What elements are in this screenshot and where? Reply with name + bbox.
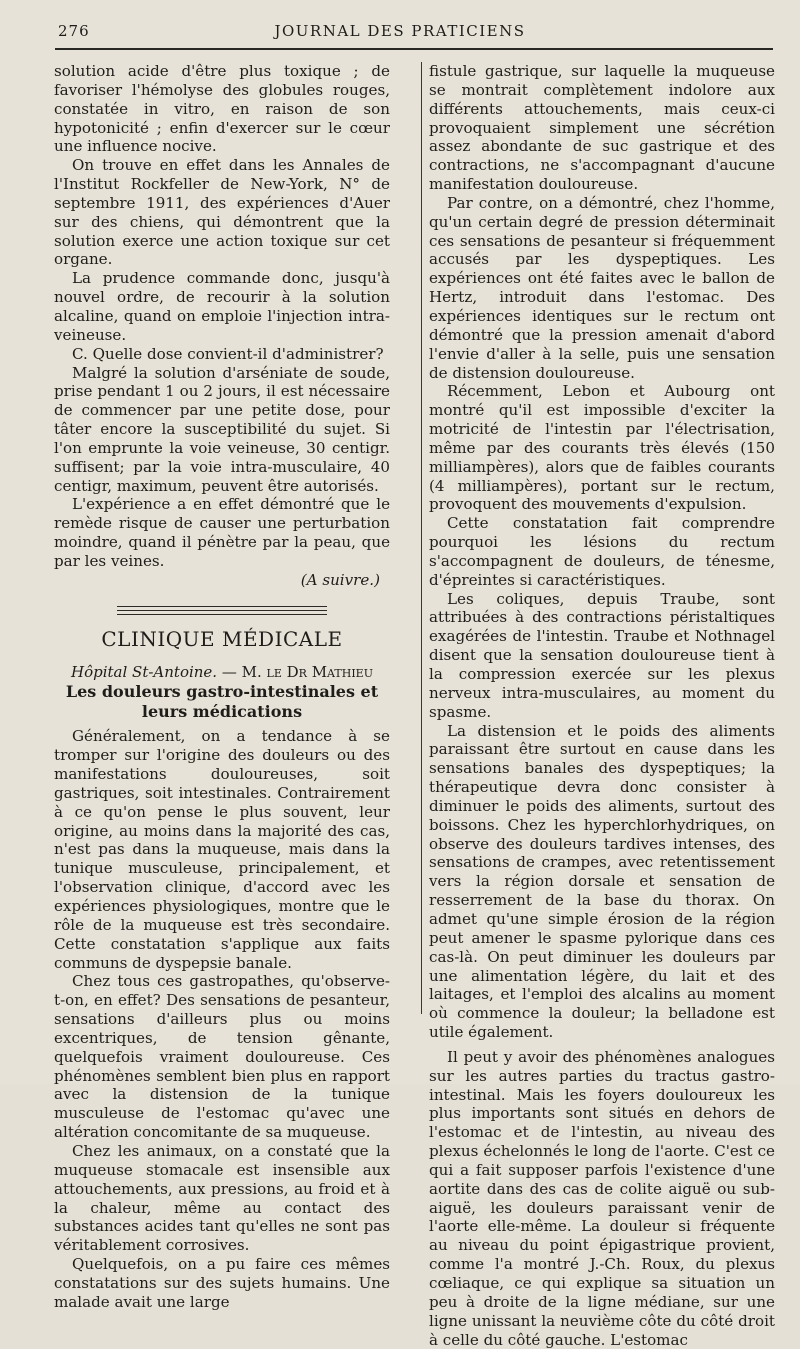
section-title: CLINIQUE MÉDICALE [101, 627, 343, 652]
to-be-continued: (A suivre.) [300, 570, 380, 589]
article-title: Les douleurs gastro-intestinales et leurs médications [65, 682, 379, 721]
paragraph: fistule gastrique, sur laquelle la muqueuse se montrait complètement indolore aux différents attouchements, mais ceux-ci provoquaient simplement une sécrétion assez abondante de suc gastrique et des contractions, ne s'accompagnant d'aucune manifestation douloureuse. [429, 62, 775, 194]
column-divider [421, 62, 422, 1014]
paragraph: Généralement, on a tendance à se tromper sur l'origine des douleurs ou des manifestations douloureuses, soit gastriques, soit intestinales. Contrairement à ce qu'on pense le plus souvent, leur origine, au moins dans la majorité des cas, n'est pas dans la muqueuse, mais dans la tunique musculeuse, principalement, et l'observation clinique, d'accord avec les expériences physiologiques, montre que le rôle de la muqueuse est très secondaire. Cette constatation s'applique aux faits communs de dyspepsie banale. [54, 727, 390, 972]
hospital-name: Hôpital St-Antoine. [71, 663, 218, 682]
paragraph: Il peut y avoir des phénomènes analogues sur les autres parties du tractus gastro-intestinal. Mais les foyers douloureux les plus importants sont situés en dehors de l'estomac et de l'intestin, au niveau des plexus échelonnés le long de l'aorte. C'est ce qui a fait supposer parfois l'existence d'une aortite dans des cas de colite aiguë ou sub-aiguë, les douleurs paraissant venir de l'aorte elle-même. La douleur si fréquente au niveau du point épigastrique provient, comme l'a montré J.-Ch. Roux, du plexus cœliaque, ce qui explique sa situation un peu à droite de la ligne médiane, sur une ligne unissant la neuvième côte du côté droit à celle du côté gauche. L'estomac [429, 1047, 775, 1349]
paragraph: Par contre, on a démontré, chez l'homme, qu'un certain degré de pression déterminait ces sensations de pesanteur si fréquemment accusés par les dyspeptiques. Les expériences ont été faites avec le ballon de Hertz, introduit dans l'estomac. Des expériences identiques sur le rectum ont démontré que la pression amenait d'abord l'envie d'aller à la selle, puis une sensation de distension douloureuse. [429, 193, 775, 382]
journal-title: JOURNAL DES PRATICIENS [274, 22, 526, 40]
author-name: — M. le Dr Mathieu [221, 663, 373, 682]
paragraph: La prudence commande donc, jusqu'à nouvel ordre, de recourir à la solution alcaline, quand on emploie l'injection intra-veineuse. [54, 269, 390, 344]
paragraph: Chez tous ces gastropathes, qu'observe-t-on, en effet? Des sensations de pesanteur, sensations d'ailleurs plus ou moins excentriques, de tension gênante, quelquefois vraiment douloureuse. Ces phénomènes semblent bien plus en rapport avec la distension de la tunique musculeuse de l'estomac qu'avec une altération concomitante de sa muqueuse. [54, 972, 390, 1142]
paragraph: C. Quelle dose convient-il d'administrer? [72, 344, 384, 363]
header-rule [55, 48, 773, 50]
left-column [54, 62, 390, 1312]
paragraph: Les coliques, depuis Traube, sont attribuées à des contractions péristaltiques exagérées de l'intestin. Traube et Nothnagel disent que la sensation douloureuse tient à la compression exercée sur les plexus nerveux intra-musculaires, au moment du spasme. [429, 589, 775, 721]
paragraph: Malgré la solution d'arséniate de soude, prise pendant 1 ou 2 jours, il est nécessaire de commencer par une petite dose, pour tâter encore la susceptibilité du sujet. Si l'on emprunte la voie veineuse, 30 centigr. suffisent; par la voie intra-musculaire, 40 centigr, maximum, peuvent être autorisés. [54, 363, 390, 495]
paragraph: Quelquefois, on a pu faire ces mêmes constatations sur des sujets humains. Une malade avait une large [54, 1255, 390, 1311]
paragraph: On trouve en effet dans les Annales de l'Institut Rockfeller de New-York, N° de septembre 1911, des expériences d'Auer sur des chiens, qui démontrent que la solution exerce une action toxique sur cet organe. [54, 156, 390, 269]
right-column [429, 62, 775, 1349]
paragraph: Chez les animaux, on a constaté que la muqueuse stomacale est insensible aux attouchements, aux pressions, au froid et à la chaleur, même au contact des substances acides tant qu'elles ne sont pas véritablement corrosives. [54, 1141, 390, 1255]
paragraph: La distension et le poids des aliments paraissant être surtout en cause dans les sensations banales des dyspeptiques; la thérapeutique devra donc consister à diminuer le poids des aliments, surtout des boissons. Chez les hyperchlorhydriques, on observe des douleurs tardives intenses, des sensations de crampes, avec retentissement vers la région dorsale et sensation de resserrement de la base du thorax. On admet qu'une simple érosion de la région peut amener le spasme pylorique dans ces cas-là. On peut diminuer les douleurs par une alimentation légère, du lait et des laitages, et l'emploi des alcalins au moment où commence la douleur; la belladone est utile également. [429, 721, 775, 1042]
paragraph: Cette constatation fait comprendre pourquoi les lésions du rectum s'accompagnent de douleurs, de ténesme, d'épreintes si caractéristiques. [429, 514, 775, 589]
paragraph: Récemment, Lebon et Aubourg ont montré qu'il est impossible d'exciter la motricité de l'intestin par l'électrisation, même par des courants très élevés (150 milliampères), alors que de faibles courants (4 milliampères), portant sur le rectum, provoquent des mouvements d'expulsion. [429, 382, 775, 514]
article-byline [54, 663, 390, 682]
paragraph: solution acide d'être plus toxique ; de favoriser l'hémolyse des globules rouges, constatée in vitro, en raison de son hypotonicité ; enfin d'exercer sur le cœur une influence nocive. [54, 62, 390, 156]
page-number: 276 [58, 22, 90, 40]
paragraph: L'expérience a en effet démontré que le remède risque de causer une perturbation moindre, quand il pénètre par la peau, que par les veines. [54, 495, 390, 570]
section-separator [117, 606, 327, 616]
page-header [0, 22, 800, 46]
